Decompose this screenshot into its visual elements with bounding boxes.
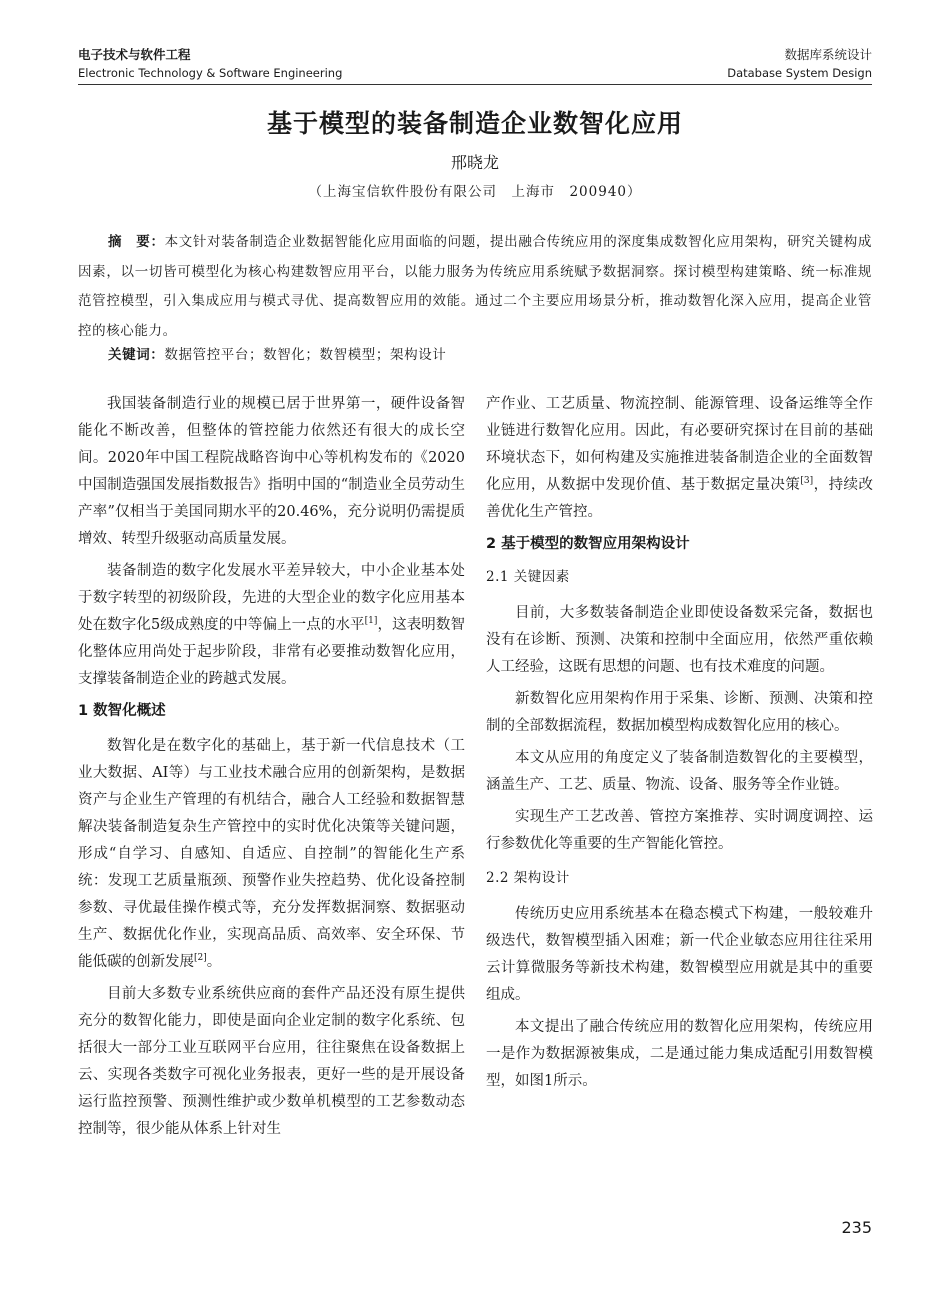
paragraph-text: ，持续改善优化生产管控。 bbox=[486, 477, 874, 520]
page-number: 235 bbox=[841, 1218, 872, 1237]
paragraph bbox=[78, 733, 465, 976]
paragraph-text: 产作业、工艺质量、物流控制、能源管理、设备运维等全作业链进行数智化应用。因此，有必要研究探讨在目前的基础环境状态下，如何构建及实施推进装备制造企业的全面数智化应用，从数据中发现价值、基于数据定量决策 bbox=[486, 396, 873, 493]
abstract-label: 摘 要： bbox=[108, 234, 165, 250]
journal-name-cn: 电子技术与软件工程 bbox=[78, 47, 191, 62]
subsection-heading: 2.1 关键因素 bbox=[486, 569, 570, 585]
paragraph: 实现生产工艺改善、管控方案推荐、实时调度调控、运行参数优化等重要的生产智能化管控。 bbox=[486, 809, 873, 852]
journal-header bbox=[78, 46, 342, 82]
journal-name-en: Electronic Technology & Software Engineering bbox=[78, 66, 343, 80]
keywords bbox=[78, 342, 872, 368]
paragraph bbox=[486, 391, 873, 526]
paragraph: 传统历史应用系统基本在稳态模式下构建，一般较难升级迭代，数智模型插入困难；新一代企业敏态应用往往采用云计算微服务等新技术构建，数智模型应用就是其中的重要组成。 bbox=[486, 906, 873, 1003]
article-title: 基于模型的装备制造企业数智化应用 bbox=[266, 109, 683, 138]
paragraph-text: ，这表明数智化整体应用尚处于起步阶段，非常有必要推动数智化应用，支撑装备制造企业的跨越式发展。 bbox=[78, 617, 466, 687]
section-heading: 2 基于模型的数智应用架构设计 bbox=[486, 536, 690, 552]
article-author: 邢晓龙 bbox=[450, 153, 499, 172]
article-affiliation: （上海宝信软件股份有限公司 上海市 200940） bbox=[308, 184, 642, 200]
keywords-text: 数据管控平台；数智化；数智模型；架构设计 bbox=[164, 347, 447, 363]
section-name-en: Database System Design bbox=[727, 66, 872, 80]
section-name-cn: 数据库系统设计 bbox=[784, 47, 872, 62]
paragraph-text: 。 bbox=[206, 954, 222, 970]
subsection-heading: 2.2 架构设计 bbox=[486, 870, 570, 886]
paragraph: 目前大多数专业系统供应商的套件产品还没有原生提供充分的数智化能力，即使是面向企业定制的数字化系统、包括很大一部分工业互联网平台应用，往往聚焦在设备数据上云、实现各类数字可视化业务报表，更好一些的是开展设备运行监控预警、预测性维护或少数单机模型的工艺参数动态控制等，很少能从体系上针对生 bbox=[78, 986, 465, 1137]
paragraph: 本文从应用的角度定义了装备制造数智化的主要模型，涵盖生产、工艺、质量、物流、设备、服务等全作业链。 bbox=[486, 750, 873, 793]
section-heading: 1 数智化概述 bbox=[78, 703, 166, 719]
paragraph: 我国装备制造行业的规模已居于世界第一，硬件设备智能化不断改善，但整体的管控能力依然还有很大的成长空间。2020年中国工程院战略咨询中心等机构发布的《2020中国制造强国发展指数报告》指明中国的“制造业全员劳动生产率”仅相当于美国同期水平的20.46%，充分说明仍需提质增效、转型升级驱动高质量发展。 bbox=[78, 396, 465, 547]
citation: [3] bbox=[800, 476, 814, 487]
body-column-left bbox=[78, 391, 465, 1148]
header-divider bbox=[78, 84, 872, 85]
body-column-right bbox=[486, 391, 873, 1100]
citation: [1] bbox=[364, 616, 378, 627]
paragraph: 本文提出了融合传统应用的数智化应用架构，传统应用一是作为数据源被集成，二是通过能力集成适配引用数智模型，如图1所示。 bbox=[486, 1019, 873, 1089]
paragraph bbox=[78, 558, 465, 693]
paragraph-text: 装备制造的数字化发展水平差异较大，中小企业基本处于数字转型的初级阶段，先进的大型企业的数字化应用基本处在数字化5级成熟度的中等偏上一点的水平 bbox=[78, 563, 465, 633]
paragraph-text: 数智化是在数字化的基础上，基于新一代信息技术（工业大数据、AI等）与工业技术融合应用的创新架构，是数据资产与企业生产管理的有机结合，融合人工经验和数据智慧解决装备制造复杂生产管控中的实时优化决策等关键问题，形成“自学习、自感知、自适应、自控制”的智能化生产系统：发现工艺质量瓶颈、预警作业失控趋势、优化设备控制参数、寻优最佳操作模式等，充分发挥数据洞察、数据驱动生产、数据优化作业，实现高品质、高效率、安全环保、节能低碳的创新发展 bbox=[78, 738, 465, 970]
abstract-text: 本文针对装备制造企业数据智能化应用面临的问题，提出融合传统应用的深度集成数智化应用架构，研究关键构成因素，以一切皆可模型化为核心构建数智应用平台，以能力服务为传统应用系统赋予数据洞察。探讨模型构建策略、统一标准规范管控模型，引入集成应用与模式寻优、提高数智应用的效能。通过二个主要应用场景分析，推动数智化深入应用，提高企业管控的核心能力。 bbox=[78, 234, 873, 339]
keywords-label: 关键词： bbox=[108, 347, 165, 363]
section-header bbox=[727, 46, 872, 82]
paragraph: 新数智化应用架构作用于采集、诊断、预测、决策和控制的全部数据流程，数据加模型构成数智化应用的核心。 bbox=[486, 691, 873, 734]
citation: [2] bbox=[194, 953, 207, 964]
paragraph: 目前，大多数装备制造企业即使设备数采完备，数据也没有在诊断、预测、决策和控制中全面应用，依然严重依赖人工经验，这既有思想的问题、也有技术难度的问题。 bbox=[486, 605, 873, 675]
abstract bbox=[78, 228, 872, 346]
